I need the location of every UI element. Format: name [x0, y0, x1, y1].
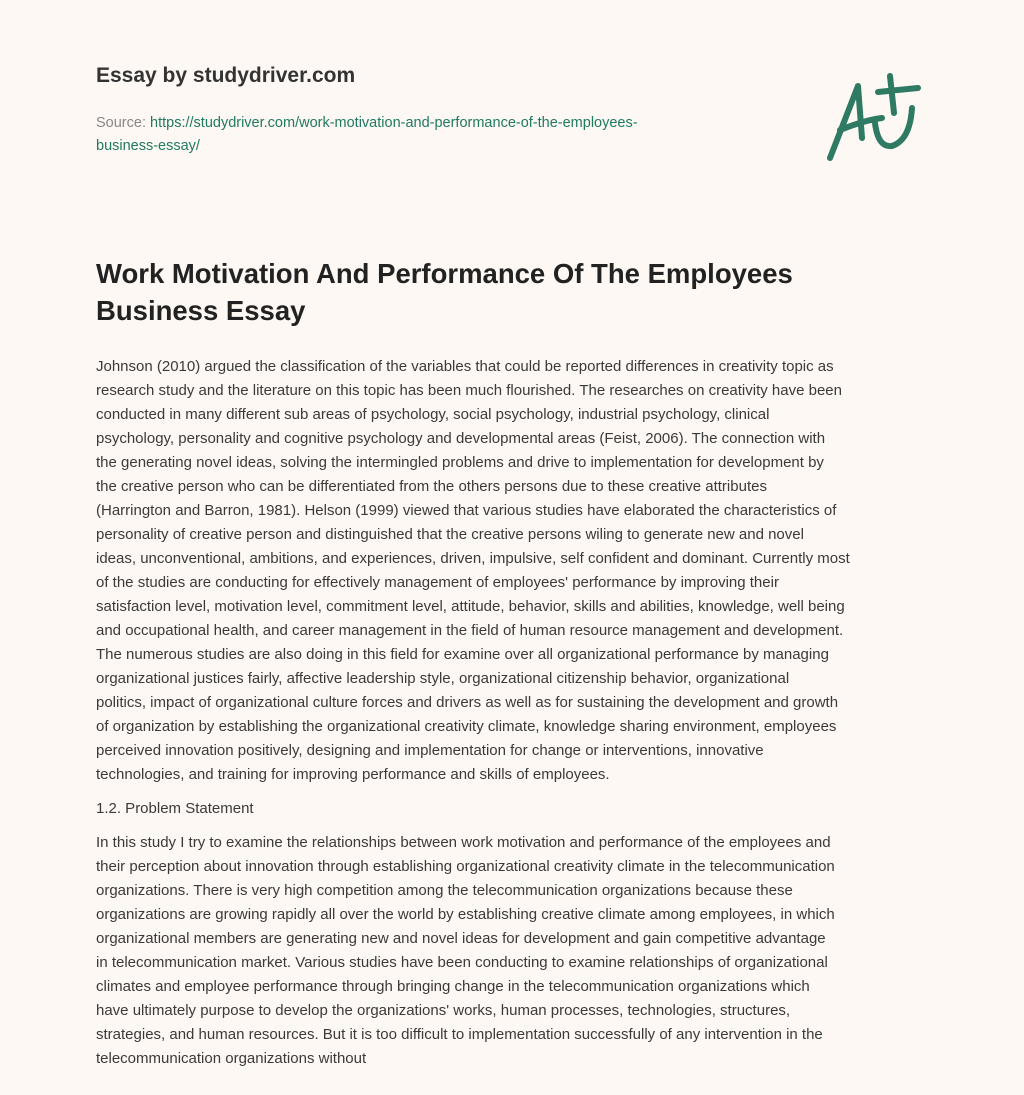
text-line: research study and the literature on this topic has been much flourished. The researches on creativity have been [96, 382, 842, 399]
text-line: climates and employee performance through bringing change in the telecommunication organizations which [96, 978, 810, 995]
source-link-line2: business-essay/ [96, 138, 200, 154]
source-label: Source: [96, 115, 146, 131]
text-line: satisfaction level, motivation level, commitment level, attitude, behavior, skills and abilities, knowledge, well being [96, 598, 845, 615]
section-heading: 1.2. Problem Statement [96, 800, 254, 817]
source-citation [96, 112, 776, 158]
text-line: of organization by establishing the organizational creativity climate, knowledge sharing environment, employees [96, 718, 837, 735]
paragraph-intro [96, 355, 956, 787]
paragraph-problem-statement [96, 831, 956, 1071]
text-line: politics, impact of organizational culture forces and drivers as well as for sustaining the development and growth [96, 694, 839, 711]
site-brand: Essay by studydriver.com [96, 64, 356, 87]
text-line: organizational justices fairly, affective leadership style, organizational citizenship behavior, organizational [96, 670, 790, 687]
text-line: organizational members are generating new and novel ideas for development and gain competitive advantage [96, 930, 826, 947]
text-line: ideas, unconventional, ambitions, and experiences, driven, impulsive, self confident and dominant. Currently most [96, 550, 850, 567]
text-line: personality of creative person and distinguished that the creative persons wiling to generate new and novel [96, 526, 804, 543]
text-line: perceived innovation positively, designing and implementation for change or interventions, innovative [96, 742, 764, 759]
essay-body [96, 355, 956, 1081]
essay-title [96, 255, 936, 329]
text-line: organizations are growing rapidly all over the world by establishing creative climate among employees, in which [96, 906, 835, 923]
text-line: organizations. There is very high competition among the telecommunication organizations because these [96, 882, 793, 899]
title-line: Work Motivation And Performance Of The Employees [96, 258, 793, 289]
text-line: and occupational health, and career management in the field of human resource management and development. [96, 622, 844, 639]
title-line: Business Essay [96, 295, 306, 326]
text-line: the generating novel ideas, solving the intermingled problems and drive to implementation for development by [96, 454, 824, 471]
source-link[interactable] [96, 115, 638, 154]
text-line: psychology, personality and cognitive psychology and developmental areas (Feist, 2006). The connection with [96, 430, 826, 447]
text-line: (Harrington and Barron, 1981). Helson (1999) viewed that various studies have elaborated the characteristics of [96, 502, 837, 519]
source-link-line1: https://studydriver.com/work-motivation-and-performance-of-the-employees- [150, 115, 638, 131]
text-line: Johnson (2010) argued the classification of the variables that could be reported differences in creativity topic as [96, 358, 834, 375]
text-line: in telecommunication market. Various studies have been conducting to examine relationships of organizational [96, 954, 828, 971]
a-plus-logo [820, 68, 930, 168]
text-line: conducted in many different sub areas of psychology, social psychology, industrial psychology, clinical [96, 406, 770, 423]
text-line: The numerous studies are also doing in this field for examine over all organizational performance by managing [96, 646, 829, 663]
text-line: telecommunication organizations without [96, 1050, 367, 1067]
text-line: technologies, and training for improving performance and skills of employees. [96, 766, 610, 783]
text-line: the creative person who can be differentiated from the others persons due to these creative attributes [96, 478, 767, 495]
text-line: have ultimately purpose to develop the organizations' works, human processes, technologies, structures, [96, 1002, 791, 1019]
text-line: In this study I try to examine the relationships between work motivation and performance of the employees and [96, 834, 831, 851]
text-line: their perception about innovation through establishing organizational creativity climate in the telecommunication [96, 858, 835, 875]
text-line: strategies, and human resources. But it is too difficult to implementation successfully of any intervention in the [96, 1026, 823, 1043]
text-line: of the studies are conducting for effectively management of employees' performance by improving their [96, 574, 779, 591]
